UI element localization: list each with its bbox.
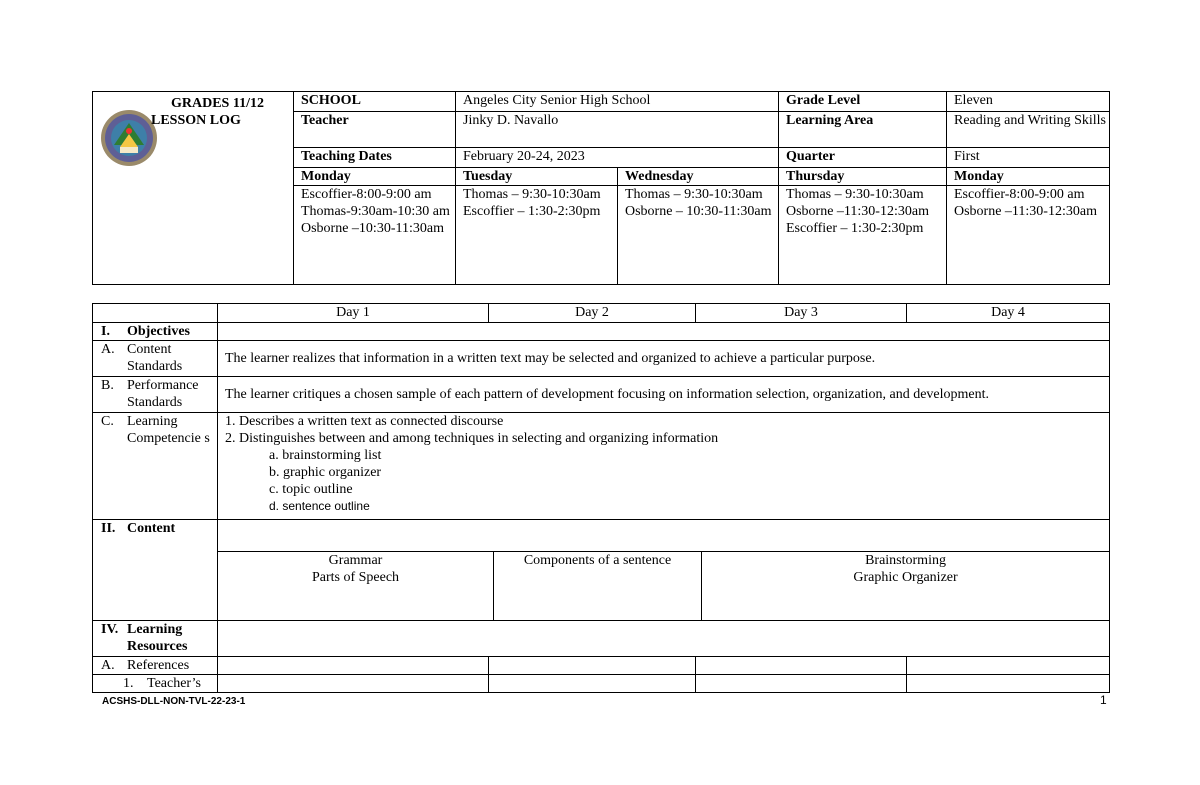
teaching-dates-value: February 20-24, 2023 xyxy=(456,148,779,168)
teachers-day-4 xyxy=(907,675,1110,693)
lesson-table xyxy=(92,303,1110,693)
title-lesson-log: LESSON LOG xyxy=(151,113,241,128)
teacher-value: Jinky D. Navallo xyxy=(456,112,779,148)
competency-subitem: c. topic outline xyxy=(269,482,353,497)
performance-standards-label xyxy=(93,377,218,413)
schedule-entry: Thomas – 9:30-10:30am xyxy=(625,187,763,202)
content-standards-text: The learner realizes that information in a written text may be selected and organized to achieve a particular purpose. xyxy=(218,341,1110,377)
day-header-3: Day 3 xyxy=(696,304,907,323)
schedule-day-3 xyxy=(618,186,779,285)
day-name-1: Monday xyxy=(294,168,456,186)
learning-competencies-label xyxy=(93,413,218,520)
corner-cell xyxy=(93,304,218,323)
references-day-2 xyxy=(489,657,696,675)
section-mark: C. xyxy=(101,414,114,429)
content-day-2 xyxy=(494,552,702,621)
section-label: Learning Resources xyxy=(127,622,188,654)
competency-item: 1. Describes a written text as connected discourse xyxy=(225,414,504,429)
schedule-day-4 xyxy=(779,186,947,285)
school-label: SCHOOL xyxy=(294,92,456,112)
day-name-2: Tuesday xyxy=(456,168,618,186)
section-label: Content Standards xyxy=(127,342,183,374)
section-mark: A. xyxy=(101,342,115,357)
grade-level-label: Grade Level xyxy=(779,92,947,112)
section-label: Performance Standards xyxy=(127,378,199,410)
section-mark: IV. xyxy=(101,622,119,637)
section-label: Objectives xyxy=(127,324,190,339)
content-label xyxy=(93,520,218,621)
section-mark: A. xyxy=(101,658,115,673)
references-label xyxy=(93,657,218,675)
content-text: Parts of Speech xyxy=(311,570,400,585)
schedule-day-2 xyxy=(456,186,618,285)
learning-resources-cell xyxy=(218,621,1110,657)
content-day-3 xyxy=(702,552,1110,621)
document-code: ACSHS-DLL-NON-TVL-22-23-1 xyxy=(102,696,246,707)
teachers-day-1 xyxy=(218,675,489,693)
content-text: Grammar xyxy=(328,553,383,568)
grades-logo-cell xyxy=(93,92,294,285)
day-header-2: Day 2 xyxy=(489,304,696,323)
section-label: Teacher’s xyxy=(147,676,201,691)
schedule-entry: Thomas – 9:30-10:30am xyxy=(463,187,601,202)
learning-area-value: Reading and Writing Skills xyxy=(947,112,1110,148)
grade-level-value: Eleven xyxy=(947,92,1110,112)
schedule-entry: Escoffier – 1:30-2:30pm xyxy=(463,204,601,219)
school-value: Angeles City Senior High School xyxy=(456,92,779,112)
learning-competencies-cell xyxy=(218,413,1110,520)
section-mark: I. xyxy=(101,324,110,339)
objectives-label xyxy=(93,323,218,341)
section-mark: 1. xyxy=(123,676,134,691)
learning-resources-label xyxy=(93,621,218,657)
teachers-label xyxy=(93,675,218,693)
references-day-3 xyxy=(696,657,907,675)
section-mark: II. xyxy=(101,521,116,536)
day-header-4: Day 4 xyxy=(907,304,1110,323)
day-name-5: Monday xyxy=(947,168,1110,186)
day-header-1: Day 1 xyxy=(218,304,489,323)
day-name-3: Wednesday xyxy=(618,168,779,186)
content-text: Brainstorming xyxy=(865,553,946,568)
references-day-1 xyxy=(218,657,489,675)
content-day-1 xyxy=(218,552,494,621)
teaching-dates-label: Teaching Dates xyxy=(294,148,456,168)
section-label: References xyxy=(127,658,190,673)
schedule-entry: Osborne –11:30-12:30am xyxy=(954,204,1097,219)
competency-subitem: a. brainstorming list xyxy=(269,448,382,463)
competency-subitem: d. sentence outline xyxy=(269,499,370,513)
header-table xyxy=(92,91,1110,285)
page-number: 1 xyxy=(1100,693,1107,707)
day-name-4: Thursday xyxy=(779,168,947,186)
teacher-label: Teacher xyxy=(294,112,456,148)
content-spacer xyxy=(218,520,1110,552)
content-text: Components of a sentence xyxy=(523,553,672,568)
schedule-entry: Osborne – 10:30-11:30am xyxy=(625,204,772,219)
schedule-entry: Thomas – 9:30-10:30am xyxy=(786,187,924,202)
schedule-entry: Thomas-9:30am-10:30 am xyxy=(301,204,450,219)
competency-subitem: b. graphic organizer xyxy=(269,465,382,480)
section-label: Learning Competencie s xyxy=(127,414,210,446)
section-label: Content xyxy=(127,521,176,536)
content-standards-label xyxy=(93,341,218,377)
title-grades: GRADES 11/12 xyxy=(171,96,264,111)
schedule-entry: Escoffier-8:00-9:00 am xyxy=(954,187,1085,202)
schedule-entry: Osborne –10:30-11:30am xyxy=(301,221,444,236)
teachers-day-3 xyxy=(696,675,907,693)
schedule-entry: Escoffier – 1:30-2:30pm xyxy=(786,221,924,236)
competency-item: 2. Distinguishes between and among techniques in selecting and organizing information xyxy=(225,431,719,446)
schedule-day-1 xyxy=(294,186,456,285)
section-mark: B. xyxy=(101,378,114,393)
schedule-entry: Osborne –11:30-12:30am xyxy=(786,204,929,219)
references-day-4 xyxy=(907,657,1110,675)
schedule-day-5 xyxy=(947,186,1110,285)
objectives-cell xyxy=(218,323,1110,341)
performance-standards-text: The learner critiques a chosen sample of each pattern of development focusing on information selection, organization, and development. xyxy=(218,377,1110,413)
school-seal-icon xyxy=(100,109,158,167)
teachers-day-2 xyxy=(489,675,696,693)
lesson-log-title xyxy=(151,95,264,129)
learning-area-label: Learning Area xyxy=(779,112,947,148)
quarter-value: First xyxy=(947,148,1110,168)
quarter-label: Quarter xyxy=(779,148,947,168)
content-text: Graphic Organizer xyxy=(853,570,958,585)
schedule-entry: Escoffier-8:00-9:00 am xyxy=(301,187,432,202)
